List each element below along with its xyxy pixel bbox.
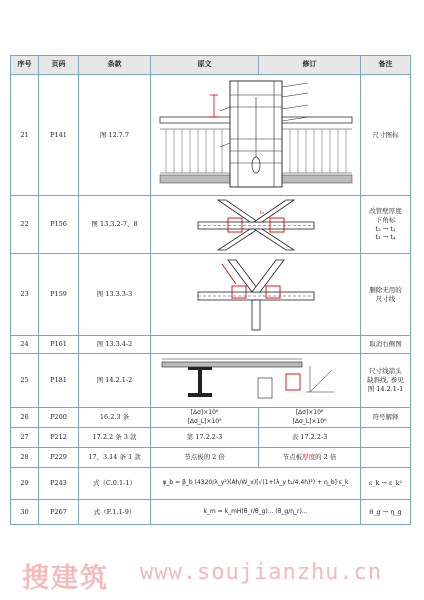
remark-line: 图 14.2.1-1	[367, 384, 404, 393]
remark-line: 下角标	[375, 215, 396, 224]
cell-remark	[361, 448, 411, 468]
cell-figure	[151, 254, 361, 336]
cell-revised	[259, 408, 361, 428]
cell-remark: 取消右侧图	[361, 336, 411, 354]
table-row	[11, 354, 411, 408]
header-row	[11, 56, 411, 75]
table-row	[11, 428, 411, 448]
errata-table	[10, 55, 410, 525]
x-joint-figure	[196, 198, 316, 252]
cell-page: P141	[39, 75, 79, 196]
revised-prefix: 节点板	[282, 453, 303, 462]
cell-page: P159	[39, 254, 79, 336]
cell-no: 21	[11, 75, 39, 196]
cell-clause: 图 13.3.2-7、8	[79, 196, 151, 254]
cell-no: 28	[11, 448, 39, 468]
cell-page: P200	[39, 408, 79, 428]
cell-figure	[151, 354, 361, 408]
table-row	[11, 336, 411, 354]
header-page: 页码	[39, 56, 79, 75]
cell-revised: 表 17.2.2-3	[259, 428, 361, 448]
cell-page: P243	[39, 468, 79, 500]
cell-clause: 式（C.0.1-1）	[79, 468, 151, 500]
section-figure	[158, 356, 354, 406]
remark-line: 尺寸线箭头	[369, 367, 402, 376]
cell-clause: 图 13.3.4-2	[79, 336, 151, 354]
cell-remark: θ_g → η_g	[361, 500, 411, 525]
cell-formula: k_m = k_mH(θ_r/θ_g)... (θ_g/η_r)...	[151, 500, 361, 525]
table-row	[11, 500, 411, 525]
watermark-url: www.soujianzhu.cn	[140, 560, 383, 585]
cell-page: P181	[39, 354, 79, 408]
cell-no: 23	[11, 254, 39, 336]
revised-suffix: 的 2 倍	[315, 453, 337, 462]
cell-page: P156	[39, 196, 79, 254]
svg-text:t₃: t₃	[259, 209, 264, 216]
formula-line: [Δσ_L]×10⁸	[292, 417, 327, 425]
connection-figure	[158, 77, 354, 193]
cell-no: 24	[11, 336, 39, 354]
table-row	[11, 254, 411, 336]
cell-no: 30	[11, 500, 39, 525]
cell-clause: 17、3.14 条 1 款	[79, 448, 151, 468]
formula-line: [Δσ]×10⁶	[190, 409, 219, 417]
remark-line: 删除无用的	[369, 285, 402, 294]
cell-page: P161	[39, 336, 79, 354]
cell-figure	[151, 336, 361, 354]
cell-figure	[151, 196, 361, 254]
cell-clause: 图 13.3.3-3	[79, 254, 151, 336]
cell-remark	[361, 254, 411, 336]
table-row	[11, 448, 411, 468]
cell-clause: 图 14.2.1-2	[79, 354, 151, 408]
cell-remark: 尺寸图标	[361, 75, 411, 196]
cell-remark: ε_k → ε_k²	[361, 468, 411, 500]
revised-highlight: 厚度	[302, 453, 316, 462]
table-row	[11, 408, 411, 428]
remark-line: 改管壁厚度	[369, 206, 402, 215]
cell-clause: 16.2.3 条	[79, 408, 151, 428]
header-original: 原文	[151, 56, 259, 75]
remark-line: 缺斜线, 参见	[367, 376, 404, 385]
cell-remark	[361, 428, 411, 448]
header-remark: 备注	[361, 56, 411, 75]
cell-original: 节点板的 2 倍	[151, 448, 259, 468]
cell-page: P267	[39, 500, 79, 525]
header-no: 序号	[11, 56, 39, 75]
watermark-cn: 搜建筑	[22, 563, 109, 594]
remark-line: 尺寸线	[375, 294, 396, 303]
cell-no: 29	[11, 468, 39, 500]
cell-clause: 图 12.7.7	[79, 75, 151, 196]
cell-clause: 式（F.1.1-9）	[79, 500, 151, 525]
watermark	[22, 556, 412, 594]
cell-clause: 17.2.2 条 3 款	[79, 428, 151, 448]
cell-page: P212	[39, 428, 79, 448]
header-revised: 修订	[259, 56, 361, 75]
formula-line: [Δσ]×10⁶	[295, 409, 324, 417]
cell-figure	[151, 75, 361, 196]
cell-original	[151, 408, 259, 428]
remark-line: t₁ → t₄	[375, 233, 396, 242]
table-row	[11, 468, 411, 500]
cell-remark	[361, 196, 411, 254]
table-row	[11, 75, 411, 196]
header-clause: 条款	[79, 56, 151, 75]
cell-revised	[259, 448, 361, 468]
cell-remark: 符号解释	[361, 408, 411, 428]
table-row	[11, 196, 411, 254]
cell-original: 第 17.2.2-3	[151, 428, 259, 448]
cell-no: 22	[11, 196, 39, 254]
k-joint-figure	[196, 256, 316, 334]
cell-remark	[361, 354, 411, 408]
formula-line: [Δσ_L]×10⁸	[187, 417, 222, 425]
cell-page: P229	[39, 448, 79, 468]
remark-line: t₂ → t₃	[375, 224, 396, 233]
cell-no: 25	[11, 354, 39, 408]
cell-formula: φ_b = β_b (4320/λ_y²)(Ah/W_x)[√(1+(λ_y t₁/4.4h)²) + η_b]·ε_k	[151, 468, 361, 500]
cell-no: 26	[11, 408, 39, 428]
cell-no: 27	[11, 428, 39, 448]
